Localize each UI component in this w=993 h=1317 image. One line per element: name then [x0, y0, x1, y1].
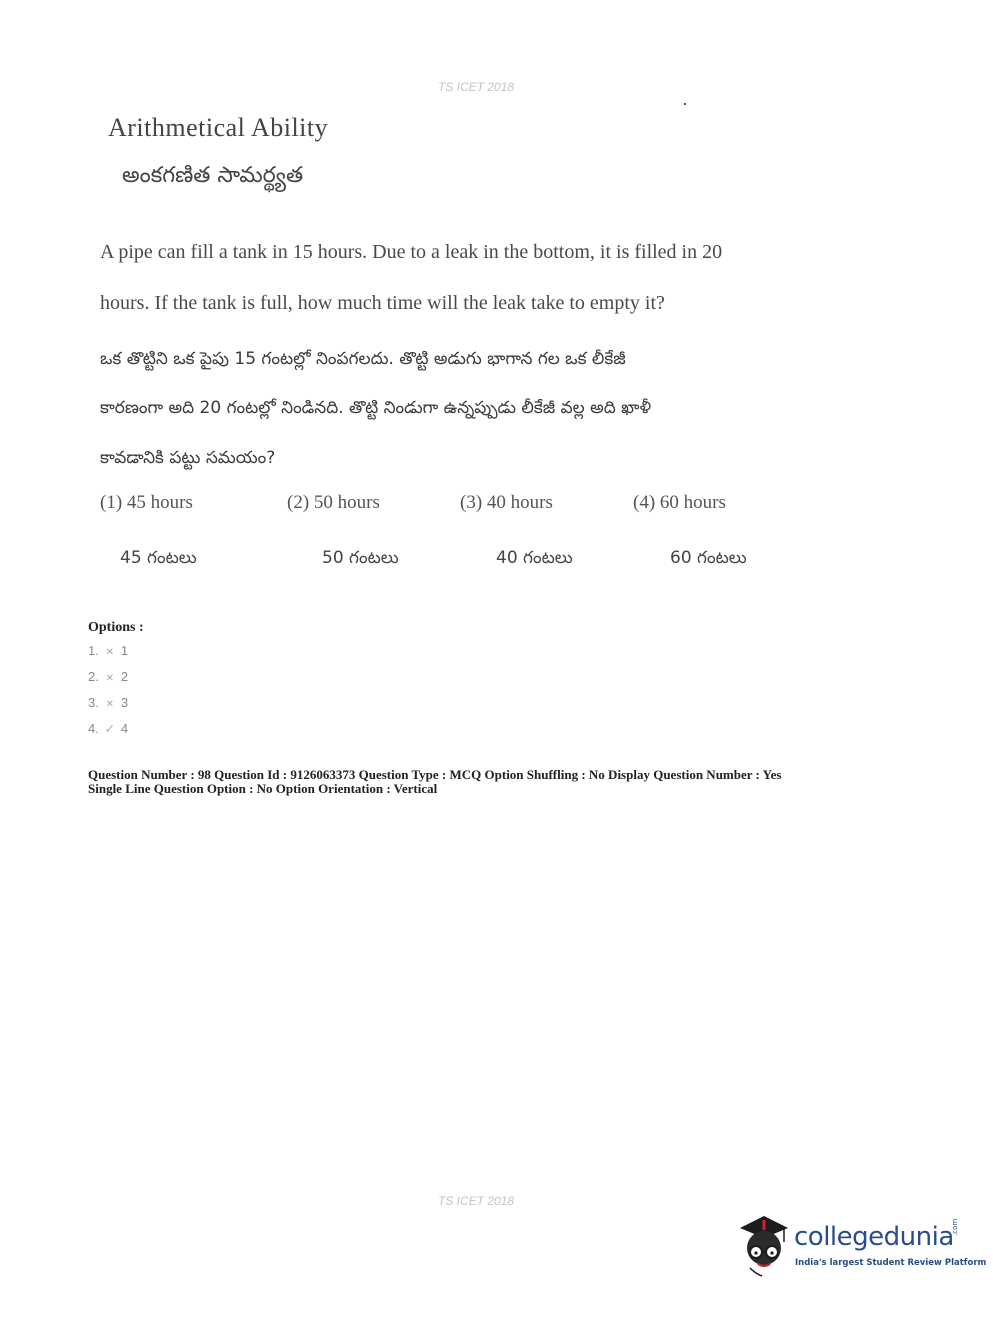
logo-name: collegedunia	[794, 1222, 954, 1252]
option-value: 4	[120, 721, 129, 736]
option-number: 1.	[88, 643, 99, 658]
option-item-3	[88, 695, 128, 710]
option-value: 2	[120, 669, 129, 684]
watermark-top: TS ICET 2018	[438, 80, 515, 94]
cross-icon: ✕	[105, 673, 115, 684]
option-value: 3	[120, 695, 129, 710]
option-item-1	[88, 643, 128, 658]
question-telugu-line-1: ఒక తొట్టిని ఒక పైపు 15 గంటల్లో నింపగలదు. తొట్టి అడుగు భాగాన గల ఒక లీకేజీ	[100, 349, 626, 369]
choice-1: (1) 45 hours	[100, 492, 193, 513]
check-icon: ✓	[104, 721, 116, 736]
watermark-bottom: TS ICET 2018	[438, 1194, 515, 1208]
question-english-line-1: A pipe can fill a tank in 15 hours. Due to a leak in the bottom, it is filled in 20	[100, 241, 723, 263]
choice-2: (2) 50 hours	[287, 492, 380, 513]
section-title: Arithmetical Ability	[108, 113, 329, 142]
option-item-2	[88, 669, 128, 684]
question-telugu-line-2: కారణంగా అది 20 గంటల్లో నిండినది. తొట్టి నిండుగా ఉన్నప్పుడు లీకేజీ వల్ల అది ఖాళీ	[100, 398, 652, 418]
option-item-4	[88, 721, 128, 737]
choice-3-telugu: 40 గంటలు	[496, 548, 573, 568]
choice-4-telugu: 60 గంటలు	[670, 548, 747, 568]
options-label: Options :	[88, 620, 144, 635]
question-meta-line-2: Single Line Question Option : No Option Orientation : Vertical	[88, 781, 438, 796]
option-number: 2.	[88, 669, 99, 684]
choice-3: (3) 40 hours	[460, 492, 553, 513]
question-telugu-line-3: కావడానికి పట్టు సమయం?	[100, 448, 276, 468]
stray-dot	[684, 103, 686, 105]
collegedunia-logo	[734, 1210, 987, 1280]
choice-2-telugu: 50 గంటలు	[322, 548, 399, 568]
student-mascot-icon	[734, 1210, 794, 1278]
section-title-telugu: అంకగణిత సామర్థ్యత	[122, 163, 304, 188]
choice-4: (4) 60 hours	[633, 492, 726, 513]
option-number: 4.	[88, 721, 99, 736]
option-number: 3.	[88, 695, 99, 710]
cross-icon: ✕	[105, 647, 115, 658]
logo-dotcom: .com	[951, 1218, 959, 1236]
option-value: 1	[120, 643, 129, 658]
logo-tagline: India's largest Student Review Platform	[795, 1258, 987, 1268]
question-meta-line-1: Question Number : 98 Question Id : 9126063373 Question Type : MCQ Option Shuffling : No Display Question Number : Yes	[88, 767, 782, 782]
cross-icon: ✕	[105, 699, 115, 710]
question-english-line-2: hours. If the tank is full, how much time will the leak take to empty it?	[100, 292, 665, 314]
choice-1-telugu: 45 గంటలు	[120, 548, 197, 568]
